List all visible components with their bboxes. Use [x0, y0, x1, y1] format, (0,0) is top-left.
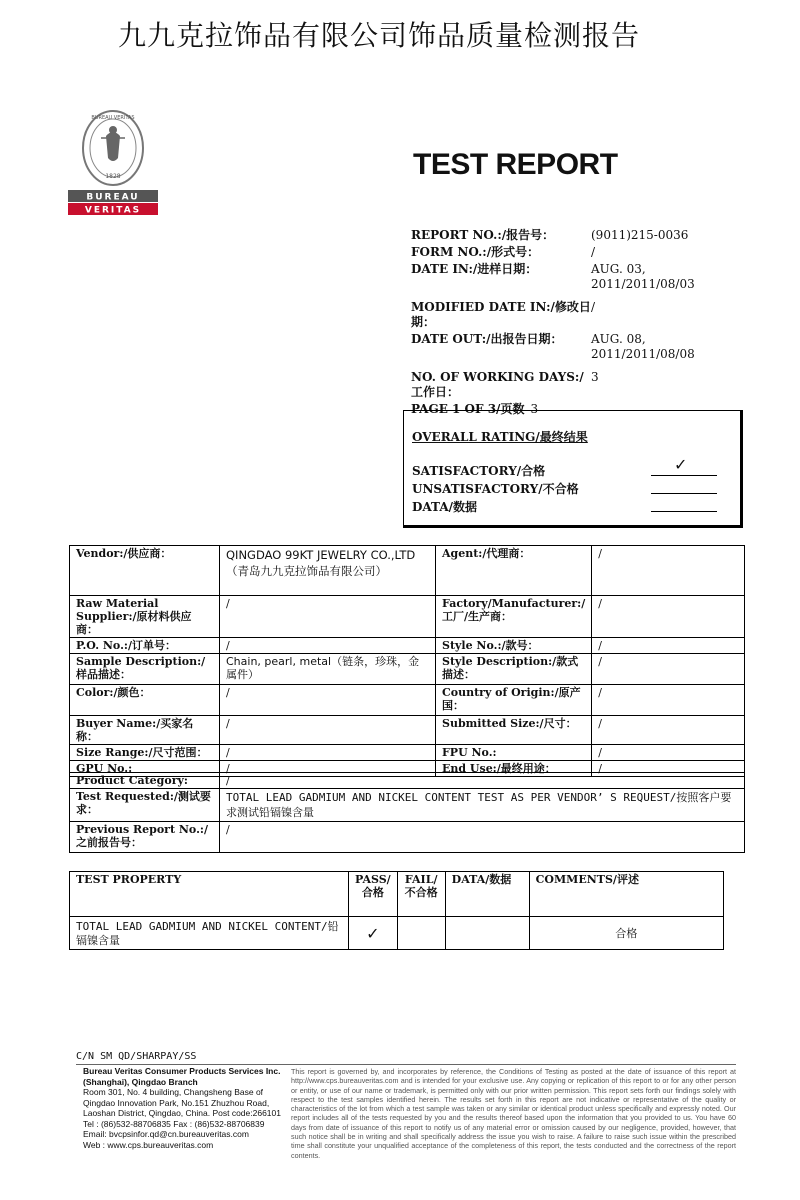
form-no-row — [411, 245, 741, 260]
test-request-table — [69, 772, 745, 853]
previous-report-label: Previous Report No.:/之前报告号： — [70, 822, 220, 853]
logo-bar1: BUREAU — [86, 192, 140, 203]
working-days-row — [411, 370, 741, 400]
end-use-label: End Use:/最终用途： — [436, 761, 592, 777]
footer-divider — [76, 1064, 736, 1065]
test-result-table — [69, 871, 724, 950]
po-value: / — [220, 638, 436, 654]
page-label: PAGE 1 OF 3/页数 — [411, 402, 525, 416]
table-row — [70, 716, 745, 745]
date-in-row — [411, 262, 741, 292]
table-row — [70, 789, 745, 822]
modified-date-label: MODIFIED DATE IN:/修改日期： — [411, 300, 591, 329]
factory-label: Factory/Manufacturer:/工厂/生产商： — [436, 596, 592, 638]
report-title: TEST REPORT — [413, 148, 618, 181]
page-title: 九九克拉饰品有限公司饰品质量检测报告 — [118, 19, 641, 52]
header-data: DATA/数据 — [445, 872, 529, 917]
style-no-value: / — [592, 638, 745, 654]
rating-unsatisfactory: UNSATISFACTORY/不合格 — [412, 482, 579, 496]
page-value: 3 — [530, 402, 539, 416]
rating-satisfactory: SATISFACTORY/合格 — [412, 464, 546, 478]
data-line — [651, 511, 717, 512]
factory-value: / — [592, 596, 745, 638]
logo-top-text: BUREAU VERITAS — [91, 115, 135, 121]
agent-label: Agent:/代理商： — [436, 546, 592, 596]
satisfactory-check-icon: ✓ — [674, 455, 688, 474]
test-requested-label: Test Requested:/测试要求： — [70, 789, 220, 822]
footer-company: Bureau Veritas Consumer Products Services Inc. (Shanghai), Qingdao Branch — [83, 1066, 281, 1087]
fpu-value: / — [592, 745, 745, 761]
table-row — [70, 596, 745, 638]
date-out-label: DATE OUT:/出报告日期： — [411, 332, 563, 346]
report-no-value: (9011)215-0036 — [591, 228, 689, 242]
color-value: / — [220, 685, 436, 716]
header-pass: PASS/合格 — [349, 872, 398, 917]
table-row — [70, 773, 745, 789]
style-desc-value: / — [592, 654, 745, 685]
result-comment: 合格 — [529, 917, 723, 950]
vendor-label: Vendor:/供应商： — [70, 546, 220, 596]
bureau-veritas-logo — [68, 108, 158, 218]
origin-value: / — [592, 685, 745, 716]
agent-value: / — [592, 546, 745, 596]
footer-address — [83, 1066, 283, 1150]
footer-legal-text: This report is governed by, and incorporates by reference, the Conditions of Testing as posted at the date of issuance of this report at http://www.cps.bureauveritas.com and is intended for your exclusive use. Any copying or replication of this report to or for any other person or entity, or use of our name or trademark, is permitted only with our prior written permission. This report sets forth our findings solely with respect to the test samples identified herein. The results set forth in this report are not indicative or representative of the quality or characteristics of the lot from which a test sample was taken or any similar or identical product unless specifically and expressly noted. Our report includes all of the tests requested by you and the results thereof based upon the information that you provided to us. You have 60 days from date of issuance of this report to notify us of any material error or omission caused by our negligence, provided, however, that such notice shall be in writing and shall specifically address the issue you wish to raise. A failure to raise such issue within the prescribed time shall constitute your unqualified acceptance of the completeness of this report, the tests conducted and the correctness of the report contents. — [291, 1067, 736, 1160]
footer-code: C/N SM QD/SHARPAY/SS — [76, 1051, 197, 1062]
table-row — [70, 685, 745, 716]
header-comments: COMMENTS/评述 — [529, 872, 723, 917]
working-days-value: 3 — [591, 370, 599, 384]
gpu-value: / — [220, 761, 436, 777]
table-row — [70, 745, 745, 761]
submitted-size-value: / — [592, 716, 745, 745]
logo-seal-icon — [68, 108, 158, 218]
size-range-label: Size Range:/尺寸范围： — [70, 745, 220, 761]
modified-date-row — [411, 300, 741, 330]
footer-web: Web : www.cps.bureauveritas.com — [83, 1139, 214, 1150]
report-no-label: REPORT NO.:/报告号： — [411, 228, 555, 242]
date-in-label: DATE IN:/进样日期： — [411, 262, 538, 276]
raw-material-label: Raw Material Supplier:/原材料供应商： — [70, 596, 220, 638]
pass-check-icon: ✓ — [349, 917, 398, 950]
footer-email: Email: bvcpsinfor.qd@cn.bureauveritas.com — [83, 1129, 249, 1139]
origin-label: Country of Origin:/原产国： — [436, 685, 592, 716]
unsatisfactory-line — [651, 493, 717, 494]
result-data — [445, 917, 529, 950]
table-row — [70, 654, 745, 685]
buyer-label: Buyer Name:/买家名称： — [70, 716, 220, 745]
table-row — [70, 546, 745, 596]
rating-heading: OVERALL RATING/最终结果 — [412, 430, 588, 444]
header-fail: FAIL/不合格 — [397, 872, 445, 917]
product-category-label: Product Category: — [70, 773, 220, 789]
product-category-value: / — [220, 773, 745, 789]
modified-date-value: / — [591, 300, 596, 314]
style-no-label: Style No.:/款号： — [436, 638, 592, 654]
po-label: P.O. No.:/订单号： — [70, 638, 220, 654]
form-no-value: / — [591, 245, 596, 259]
gpu-label: GPU No.: — [70, 761, 220, 777]
vendor-info-table — [69, 545, 745, 777]
submitted-size-label: Submitted Size:/尺寸： — [436, 716, 592, 745]
result-fail — [397, 917, 445, 950]
size-range-value: / — [220, 745, 436, 761]
footer-street: Room 301, No. 4 building, Changsheng Base of Qingdao Innovation Park, No.151 Zhuzhou Road, Laoshan District, Qingdao, China. Post code:266101 — [83, 1087, 281, 1118]
satisfactory-line — [651, 475, 717, 476]
date-out-value: AUG. 08, 2011/2011/08/08 — [591, 332, 695, 361]
report-no-row — [411, 228, 741, 243]
table-row — [70, 638, 745, 654]
vendor-value: QINGDAO 99KT JEWELRY CO.,LTD （青岛九九克拉饰品有限公司） — [220, 546, 436, 596]
style-desc-label: Style Description:/款式描述： — [436, 654, 592, 685]
header-test-property: TEST PROPERTY — [70, 872, 349, 917]
table-row — [70, 822, 745, 853]
buyer-value: / — [220, 716, 436, 745]
end-use-value: / — [592, 761, 745, 777]
logo-year: 1828 — [105, 173, 121, 180]
table-row — [70, 872, 724, 917]
logo-bar2: VERITAS — [84, 205, 142, 216]
rating-data: DATA/数据 — [412, 500, 478, 514]
footer-tel: Tel : (86)532-88706835 Fax : (86)532-88706839 — [83, 1118, 265, 1129]
sample-desc-label: Sample Description:/样品描述： — [70, 654, 220, 685]
raw-material-value: / — [220, 596, 436, 638]
report-info — [411, 228, 741, 419]
sample-desc-value: Chain, pearl, metal（链条，珍珠，金属件） — [220, 654, 436, 685]
fpu-label: FPU No.: — [436, 745, 592, 761]
color-label: Color:/颜色： — [70, 685, 220, 716]
working-days-label: NO. OF WORKING DAYS:/工作日： — [411, 370, 584, 399]
result-property: TOTAL LEAD GADMIUM AND NICKEL CONTENT/铅镉镍含量 — [70, 917, 349, 950]
table-row — [70, 917, 724, 950]
overall-rating-box — [403, 410, 743, 528]
form-no-label: FORM NO.:/形式号： — [411, 245, 540, 259]
date-in-value: AUG. 03, 2011/2011/08/03 — [591, 262, 695, 291]
previous-report-value: / — [220, 822, 745, 853]
date-out-row — [411, 332, 741, 362]
test-requested-value: TOTAL LEAD GADMIUM AND NICKEL CONTENT TEST AS PER VENDOR’ S REQUEST/按照客户要求测试铅镉镍含量 — [220, 789, 745, 822]
